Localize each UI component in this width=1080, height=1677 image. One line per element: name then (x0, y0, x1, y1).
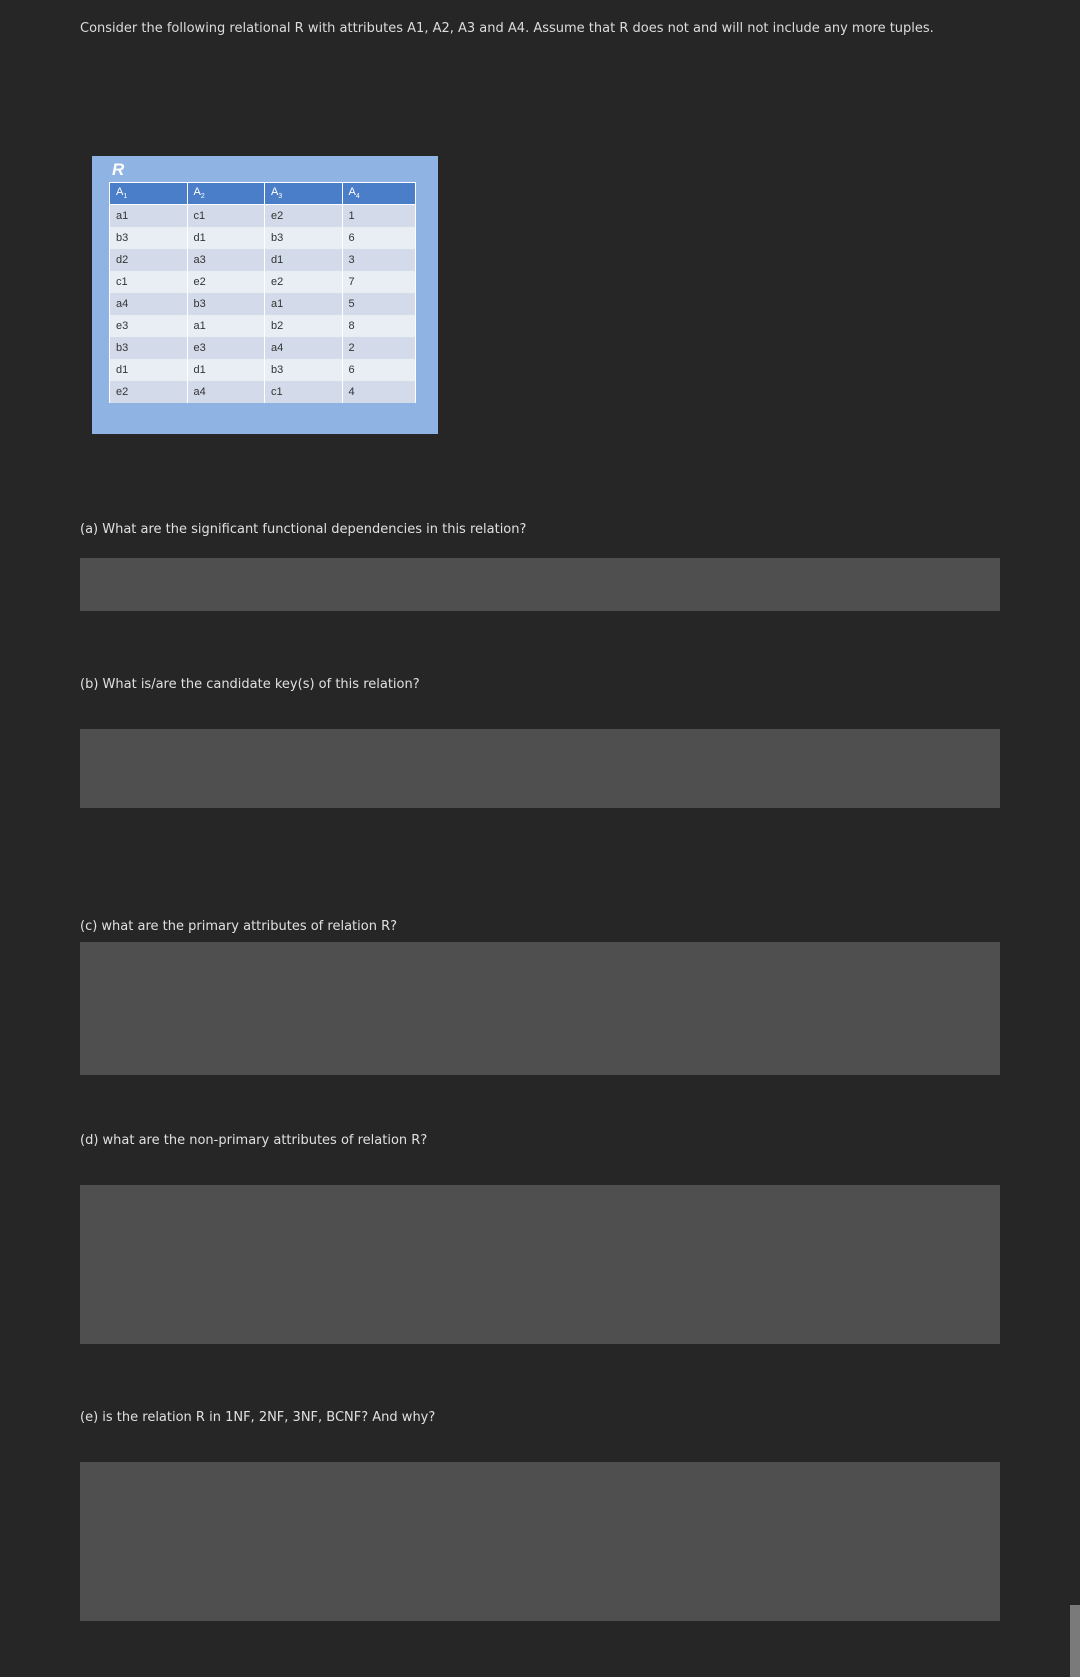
table-cell: b2 (265, 315, 343, 337)
table-cell: e3 (110, 315, 188, 337)
table-cell: a1 (187, 315, 265, 337)
table-cell: b3 (110, 227, 188, 249)
table-cell: a4 (265, 337, 343, 359)
header-a2: $A_2$ (187, 183, 265, 205)
table-cell: e2 (265, 271, 343, 293)
answer-box-a[interactable] (80, 558, 1000, 611)
question-a: (a) What are the significant functional dependencies in this relation? (80, 522, 527, 537)
table-cell: a4 (187, 381, 265, 403)
table-cell: 6 (342, 359, 416, 381)
table-row (110, 337, 416, 359)
table-cell: e2 (187, 271, 265, 293)
table-row (110, 271, 416, 293)
table-cell: 3 (342, 249, 416, 271)
table-cell: e3 (187, 337, 265, 359)
table-row (110, 249, 416, 271)
table-cell: a4 (110, 293, 188, 315)
table-cell: d1 (187, 227, 265, 249)
header-a1: $A_1$ (110, 183, 188, 205)
table-cell: d1 (187, 359, 265, 381)
answer-box-b[interactable] (80, 729, 1000, 808)
relation-table (109, 182, 416, 403)
table-row (110, 205, 416, 228)
header-a4: $A_4$ (342, 183, 416, 205)
table-cell: c1 (187, 205, 265, 228)
question-d: (d) what are the non-primary attributes of relation R? (80, 1133, 428, 1148)
table-cell: b3 (265, 359, 343, 381)
table-cell: 5 (342, 293, 416, 315)
question-e: (e) is the relation R in 1NF, 2NF, 3NF, BCNF? And why? (80, 1410, 436, 1425)
table-row (110, 381, 416, 403)
table-cell: e2 (110, 381, 188, 403)
relation-header-row (110, 183, 416, 205)
intro-text: Consider the following relational R with attributes A1, A2, A3 and A4. Assume that R does not and will not include any more tuples. (80, 21, 934, 36)
table-cell: c1 (110, 271, 188, 293)
answer-box-e[interactable] (80, 1462, 1000, 1621)
table-cell: 7 (342, 271, 416, 293)
table-cell: a1 (110, 205, 188, 228)
table-cell: b3 (265, 227, 343, 249)
table-cell: 2 (342, 337, 416, 359)
table-row (110, 315, 416, 337)
relation-name: R (112, 160, 125, 179)
table-cell: a1 (265, 293, 343, 315)
relation-table-figure (92, 156, 438, 434)
table-cell: d2 (110, 249, 188, 271)
table-cell: c1 (265, 381, 343, 403)
table-cell: 4 (342, 381, 416, 403)
table-cell: 1 (342, 205, 416, 228)
answer-box-d[interactable] (80, 1185, 1000, 1344)
answer-box-c[interactable] (80, 942, 1000, 1075)
scrollbar-thumb[interactable] (1070, 1605, 1080, 1677)
table-cell: 6 (342, 227, 416, 249)
table-cell: b3 (110, 337, 188, 359)
table-cell: b3 (187, 293, 265, 315)
question-c: (c) what are the primary attributes of relation R? (80, 919, 397, 934)
table-row (110, 293, 416, 315)
table-cell: 8 (342, 315, 416, 337)
table-cell: d1 (265, 249, 343, 271)
table-row (110, 227, 416, 249)
question-b: (b) What is/are the candidate key(s) of this relation? (80, 677, 420, 692)
table-cell: d1 (110, 359, 188, 381)
table-cell: a3 (187, 249, 265, 271)
table-row (110, 359, 416, 381)
table-cell: e2 (265, 205, 343, 228)
header-a3: $A_3$ (265, 183, 343, 205)
